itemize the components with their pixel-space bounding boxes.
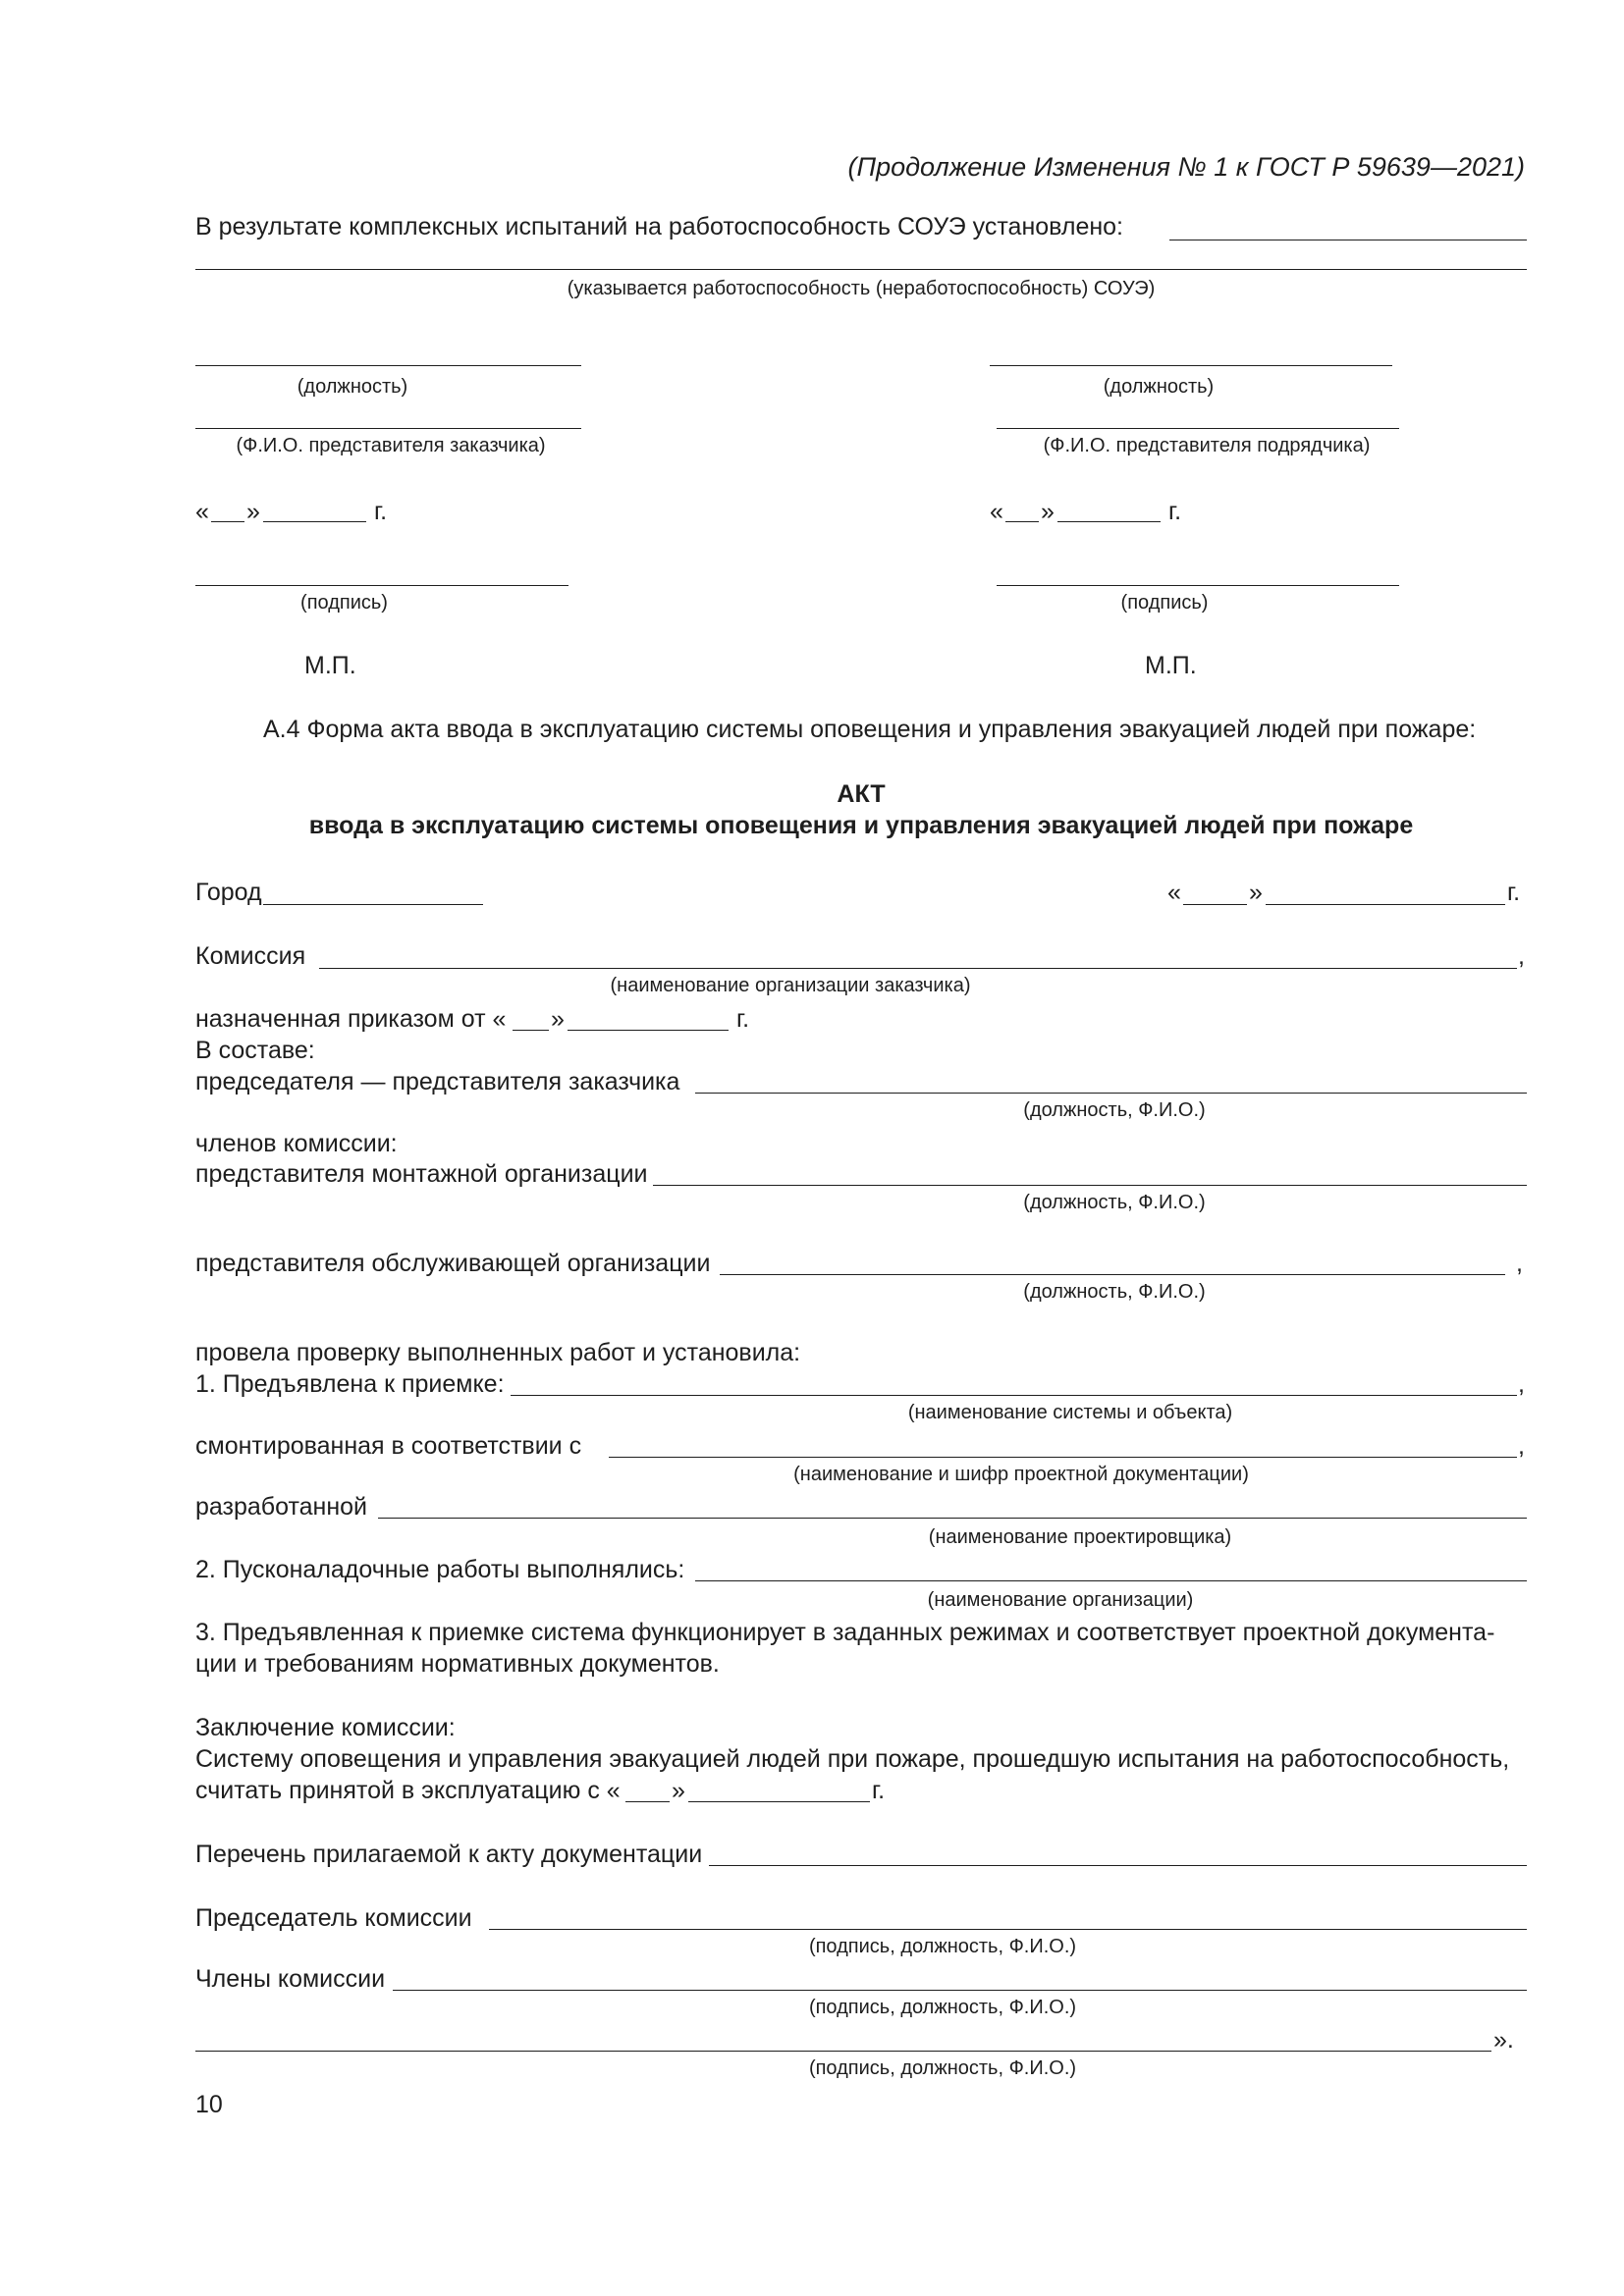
comma: , (1518, 942, 1525, 970)
customer-org-caption: (наименование организации заказчика) (610, 975, 971, 996)
date-close-right: » (1041, 498, 1055, 525)
seal-left: М.П. (304, 652, 356, 679)
fill-line (709, 1865, 1527, 1866)
comma: , (1518, 1370, 1525, 1398)
chairman-caption: (должность, Ф.И.О.) (1023, 1099, 1206, 1121)
members-sign-label: Члены комиссии (195, 1965, 386, 1993)
year-left: г. (374, 498, 388, 525)
conclusion-label: Заключение комиссии: (195, 1714, 456, 1741)
installer-label: представителя монтажной организации (195, 1160, 648, 1188)
fill-line (695, 1093, 1527, 1094)
intro-text: В результате комплексных испытаний на работоспособность СОУЭ установлено: (195, 213, 1124, 240)
fill-line (997, 428, 1399, 429)
fill-line (195, 269, 1527, 270)
fill-line (695, 1580, 1527, 1581)
fill-line (653, 1185, 1527, 1186)
item3-line1: 3. Предъявленная к приемке система функционирует в заданных режимах и соответствует проектной документа- (195, 1619, 1495, 1646)
docs-label: Перечень прилагаемой к акту документации (195, 1841, 703, 1868)
fill-line (1057, 521, 1161, 522)
final-close: ». (1493, 2026, 1514, 2054)
date-close-left: » (246, 498, 260, 525)
fill-line (211, 521, 244, 522)
fill-line (720, 1274, 1505, 1275)
position-caption-left: (должность) (297, 376, 408, 398)
fill-line (1005, 521, 1039, 522)
fill-line (1183, 904, 1247, 905)
system-caption: (наименование системы и объекта) (907, 1402, 1233, 1423)
date-open-right: « (990, 498, 1003, 525)
signature-caption-right: (подпись) (1120, 592, 1209, 614)
act-date-close: » (1249, 879, 1263, 906)
checked-label: провела проверку выполненных работ и установила: (195, 1339, 801, 1366)
customer-fio-caption: (Ф.И.О. представителя заказчика) (236, 435, 546, 456)
developed-label: разработанной (195, 1493, 368, 1521)
final-sign-caption: (подпись, должность, Ф.И.О.) (808, 2057, 1077, 2079)
service-label: представителя обслуживающей организации (195, 1250, 711, 1277)
chair-sign-label: Председатель комиссии (195, 1904, 472, 1932)
appointed-year: г. (736, 1005, 750, 1033)
composition-label: В составе: (195, 1037, 315, 1064)
contractor-fio-caption: (Ф.И.О. представителя подрядчика) (1043, 435, 1371, 456)
design-doc-caption: (наименование и шифр проектной документации) (793, 1464, 1249, 1485)
fill-line (195, 2051, 1491, 2052)
installer-caption: (должность, Ф.И.О.) (1023, 1192, 1206, 1213)
commission-label: Комиссия (195, 942, 306, 970)
fill-line (263, 904, 483, 905)
conclusion-year: г. (872, 1777, 886, 1804)
mounted-label: смонтированная в соответствии с (195, 1432, 582, 1460)
act-subtitle: ввода в эксплуатацию системы оповещения и управления эвакуацией людей при пожаре (308, 812, 1414, 839)
fill-line (990, 365, 1392, 366)
fill-line (511, 1395, 1517, 1396)
act-title: АКТ (837, 780, 886, 808)
section-a4-heading: А.4 Форма акта ввода в эксплуатацию системы оповещения и управления эвакуацией людей при пожаре: (263, 716, 1477, 743)
fill-line (195, 428, 581, 429)
fill-line (513, 1030, 549, 1031)
fill-line (393, 1990, 1527, 1991)
members-sign-caption: (подпись, должность, Ф.И.О.) (808, 1997, 1077, 2018)
city-label: Город (195, 879, 262, 906)
conclusion-line1: Систему оповещения и управления эвакуацией людей при пожаре, прошедшую испытания на работоспособность, (195, 1745, 1510, 1773)
conclusion-close: » (672, 1777, 685, 1804)
act-date-year: г. (1507, 879, 1521, 906)
position-caption-right: (должность) (1103, 376, 1215, 398)
fill-line (195, 365, 581, 366)
fill-line (1266, 904, 1505, 905)
fill-line (568, 1030, 729, 1031)
date-open-left: « (195, 498, 209, 525)
item1-label: 1. Предъявлена к приемке: (195, 1370, 505, 1398)
year-right: г. (1168, 498, 1182, 525)
comma: , (1516, 1250, 1523, 1277)
act-date-open: « (1167, 879, 1181, 906)
page-number: 10 (195, 2091, 223, 2118)
chair-sign-caption: (подпись, должность, Ф.И.О.) (808, 1936, 1077, 1957)
continuation-header: (Продолжение Изменения № 1 к ГОСТ Р 59639—2021) (847, 152, 1525, 182)
fill-line (625, 1801, 670, 1802)
fill-line (263, 521, 366, 522)
designer-caption: (наименование проектировщика) (928, 1526, 1232, 1548)
members-label: членов комиссии: (195, 1130, 398, 1157)
org-caption: (наименование организации) (927, 1589, 1194, 1611)
service-caption: (должность, Ф.И.О.) (1023, 1281, 1206, 1303)
appointed-close: » (551, 1005, 565, 1033)
fill-line (378, 1518, 1527, 1519)
fill-line (319, 968, 1517, 969)
fill-line (688, 1801, 870, 1802)
fill-line (489, 1929, 1527, 1930)
comma: , (1518, 1432, 1525, 1460)
chairman-label: председателя — представителя заказчика (195, 1068, 680, 1095)
signature-caption-left: (подпись) (300, 592, 388, 614)
intro-caption: (указывается работоспособность (неработоспособность) СОУЭ) (567, 278, 1156, 299)
appointed-label: назначенная приказом от « (195, 1005, 507, 1033)
seal-right: М.П. (1145, 652, 1197, 679)
item2-label: 2. Пусконаладочные работы выполнялись: (195, 1556, 685, 1583)
fill-line (997, 585, 1399, 586)
item3-line2: ции и требованиям нормативных документов. (195, 1650, 720, 1678)
conclusion-line2: считать принятой в эксплуатацию с « (195, 1777, 621, 1804)
fill-line (609, 1457, 1517, 1458)
fill-line (195, 585, 568, 586)
